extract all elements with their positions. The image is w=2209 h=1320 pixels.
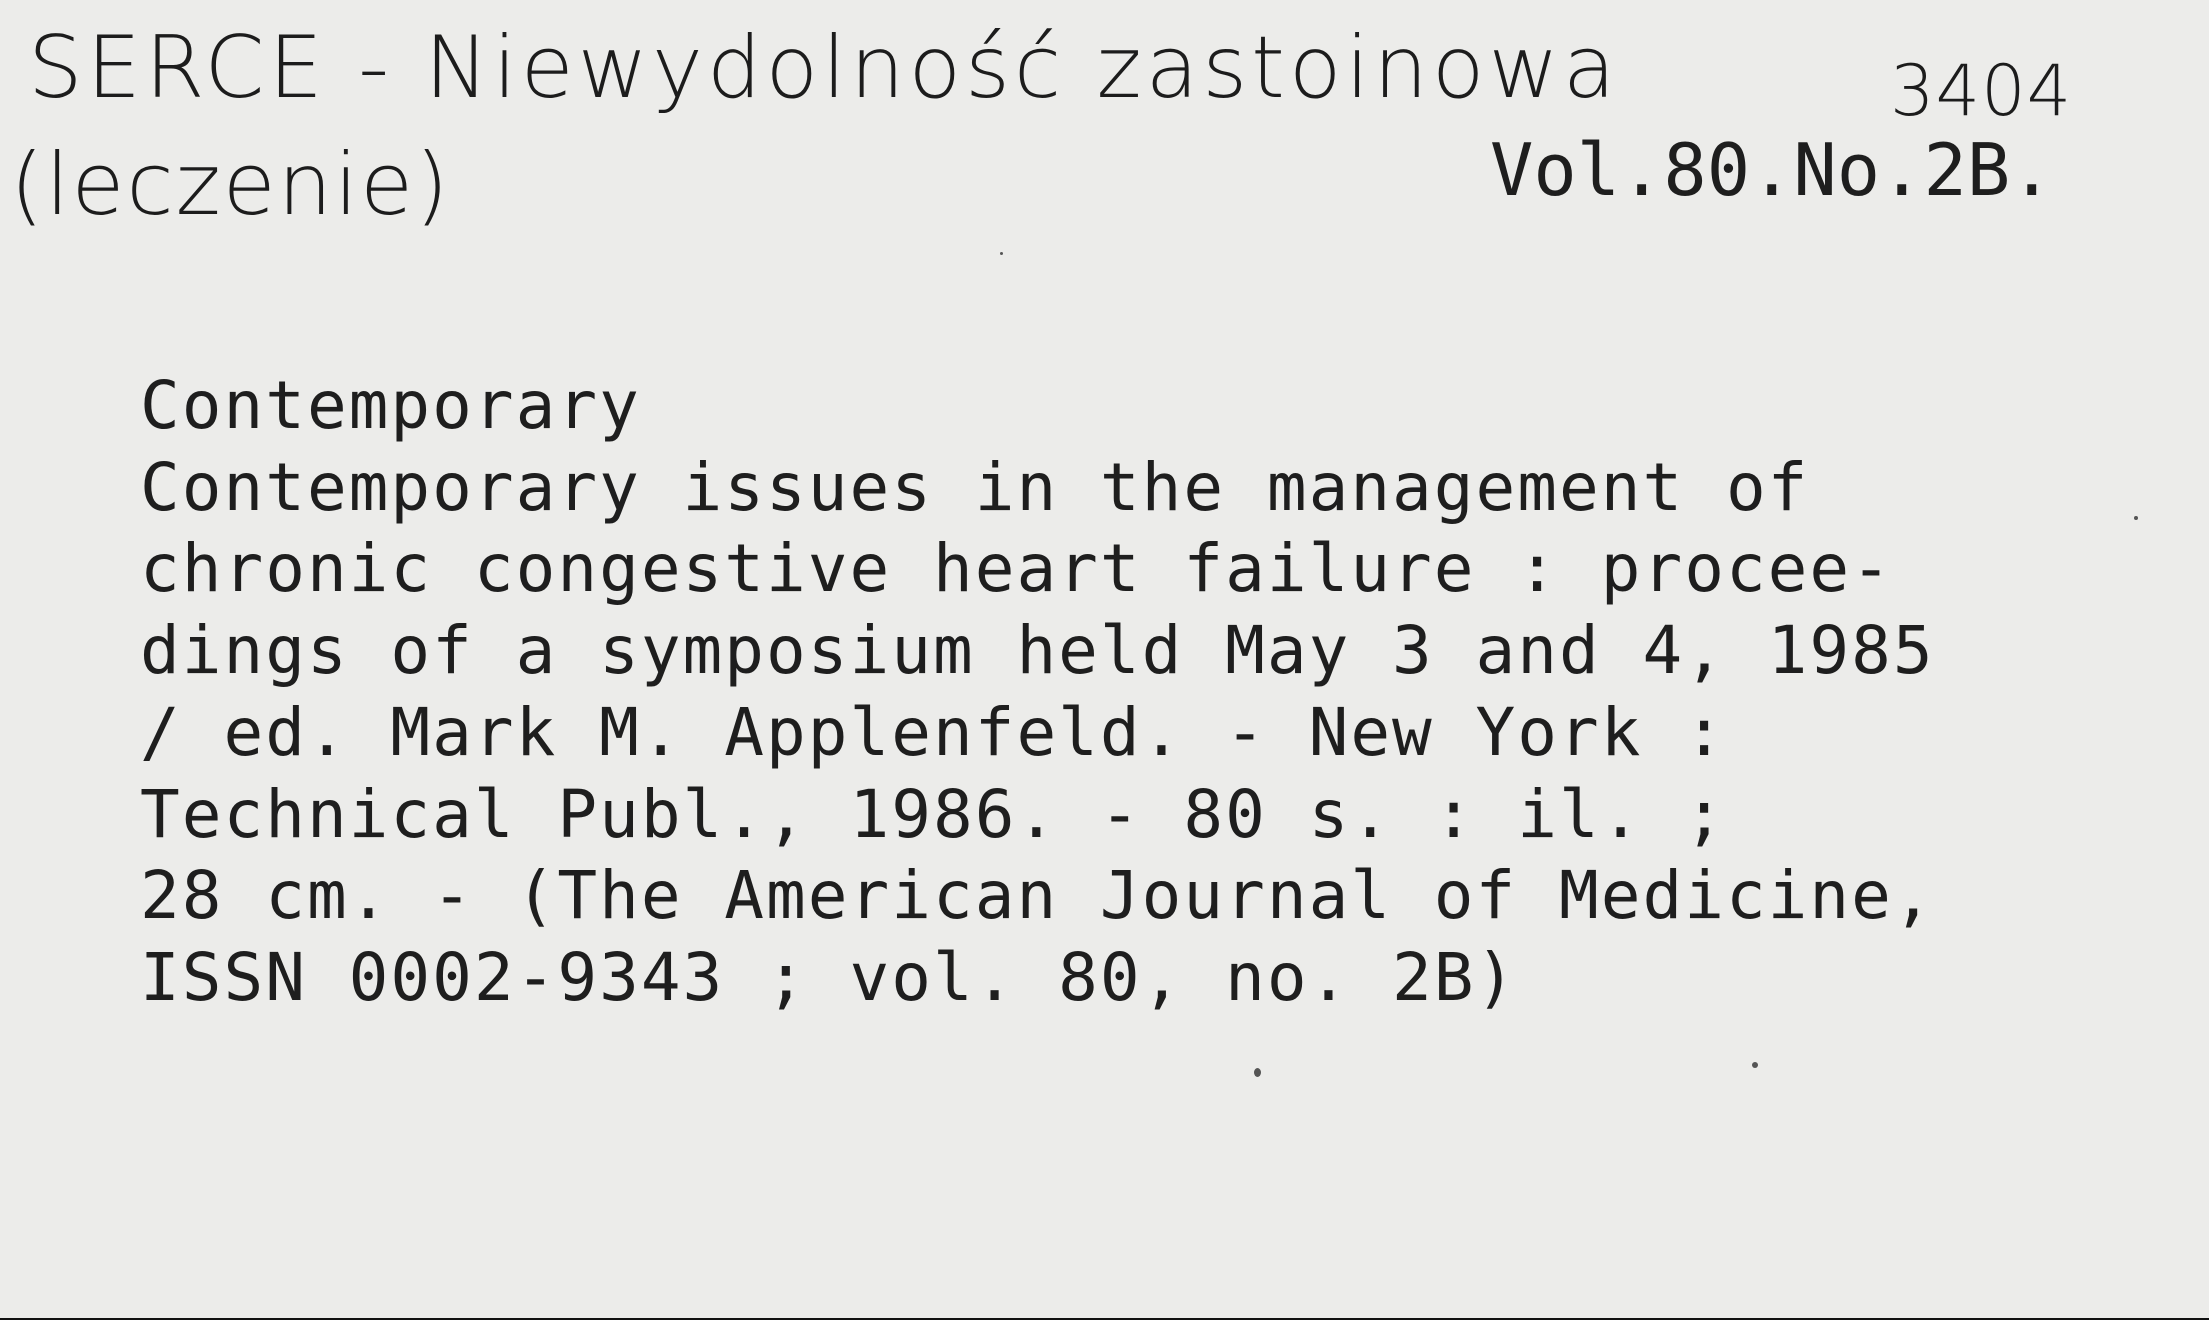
call-number: 3404 <box>1890 50 2073 132</box>
dust-speck <box>1000 252 1003 255</box>
dust-speck <box>2134 516 2138 520</box>
bibliographic-description <box>140 365 1935 1019</box>
description-line: chronic congestive heart failure : procee- <box>140 530 1893 608</box>
entry-heading: Contemporary <box>140 367 641 444</box>
description-line: / ed. Mark M. Applenfeld. - New York : <box>140 693 1726 771</box>
description-line: dings of a symposium held May 3 and 4, 1985 <box>140 612 1935 690</box>
description-line: ISSN 0002-9343 ; vol. 80, no. 2B) <box>140 938 1518 1016</box>
dust-speck <box>1254 1068 1261 1077</box>
description-line: Technical Publ., 1986. - 80 s. : il. ; <box>140 775 1726 853</box>
subject-qualifier: (leczenie) <box>10 135 451 235</box>
description-line: 28 cm. - (The American Journal of Medicine, <box>140 857 1935 935</box>
dust-speck <box>1752 1062 1758 1068</box>
subject-heading: SERCE - Niewydolność zastoinowa <box>28 18 1620 118</box>
description-line: Contemporary issues in the management of <box>140 448 1810 526</box>
volume-reference: Vol.80.No.2B. <box>1490 128 2054 212</box>
